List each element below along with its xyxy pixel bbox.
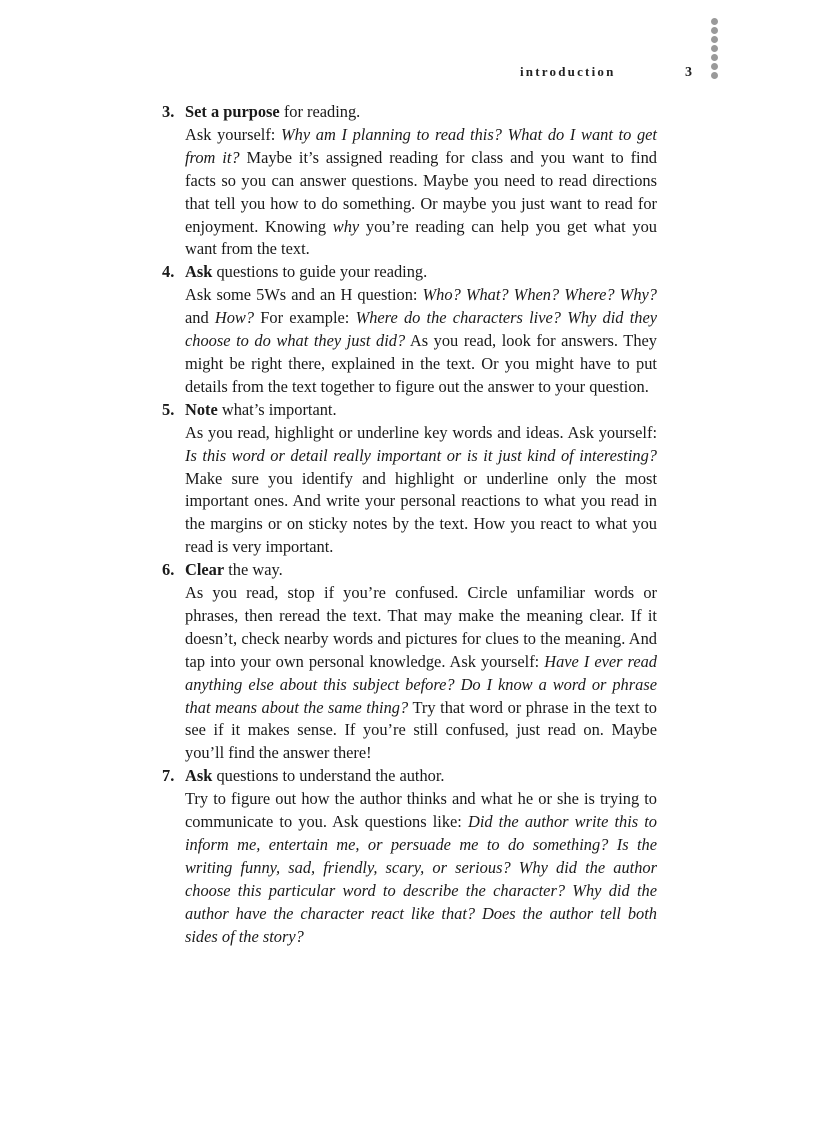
dot: [711, 18, 718, 25]
step-heading: [185, 765, 657, 788]
step-item: [162, 765, 657, 948]
step-keyword: Ask: [185, 766, 213, 786]
step-heading: [185, 101, 657, 124]
step-number: 6.: [162, 560, 175, 580]
running-header: [520, 64, 692, 84]
body-text: As you read, highlight or underline key words and ideas. Ask yourself:: [185, 422, 657, 442]
dot: [711, 63, 718, 70]
section-title: introduction: [520, 64, 616, 79]
dot: [711, 45, 718, 52]
body-text: Try to figure out how the author thinks and what he or she is trying to communicate to you. Ask questions like:: [185, 789, 657, 832]
step-number: 3.: [162, 102, 175, 121]
dot: [711, 36, 718, 43]
step-heading: [185, 261, 657, 284]
step-heading-text: the way.: [224, 560, 283, 580]
step-heading-text: questions to understand the author.: [212, 766, 445, 786]
italic-text: Where do the characters live? Why did they choose to do what they just did?: [185, 308, 657, 351]
body-text: you’re reading can help you get what you want from the text.: [185, 216, 657, 259]
step-body: [185, 788, 657, 948]
body-text: Try that word or phrase in the text to see if it makes sense. If you’re still confused, just read on. Maybe you’ll find the answer there!: [185, 697, 657, 763]
step-heading: [185, 399, 657, 422]
step-number: 5.: [162, 399, 175, 419]
step-heading-text: what’s important.: [217, 399, 337, 419]
italic-text: How?: [214, 308, 255, 328]
decorative-dots: [709, 18, 721, 79]
step-keyword: Ask: [185, 262, 213, 282]
body-text: Ask some 5Ws and an H question:: [185, 285, 423, 305]
body-text: Make sure you identify and highlight or underline only the most important ones. And write your personal reactions to what you read in the margins or on sticky notes by the text. How you react to what you read is very important.: [185, 468, 657, 557]
step-keyword: Note: [185, 399, 218, 419]
step-item: [162, 559, 657, 765]
step-body: [185, 582, 657, 765]
italic-text: Did the author write this to inform me, entertain me, or persuade me to do something? Is the writing funny, sad, friendly, scary, or serious? Why did the author choose this particular word to describe the character? Why did the author have the character react like that? Does the author tell both sides of the story?: [185, 812, 658, 946]
body-text: Maybe it’s assigned reading for class and you want to find facts so you can answer questions. Maybe you need to read directions that tell you how to do something. Or maybe you just want to read for enjoyment. Knowing: [185, 147, 657, 236]
step-number: 4.: [162, 262, 175, 282]
body-text: As you read, stop if you’re confused. Circle unfamiliar words or phrases, then reread the text. That may make the meaning clear. If it doesn’t, check nearby words and pictures for clues to the meaning. And tap into your own personal knowledge. Ask yourself:: [185, 583, 657, 671]
step-body: [185, 124, 657, 261]
body-text: Ask yourself:: [185, 124, 281, 144]
italic-text: Have I ever read anything else about this subject before? Do I know a word or phrase that means about the same thing?: [185, 651, 657, 717]
step-heading-text: for reading.: [279, 102, 361, 121]
step-keyword: Clear: [185, 560, 225, 580]
step-heading: [185, 559, 657, 582]
body-text: As you read, look for answers. They might be right there, explained in the text. Or you might have to put details from the text together to figure out the answer to your question.: [185, 331, 657, 396]
italic-text: Is this word or detail really important or is it just kind of interesting?: [185, 445, 657, 465]
step-item: [162, 399, 657, 559]
body-text: For example:: [254, 308, 356, 328]
dot: [711, 27, 718, 34]
step-body: [185, 422, 657, 559]
step-heading-text: questions to guide your reading.: [212, 262, 428, 282]
step-keyword: Set a purpose: [185, 102, 280, 121]
dot: [711, 72, 718, 79]
step-item: [162, 101, 657, 261]
reading-steps-list: [162, 101, 657, 949]
dot: [711, 54, 718, 61]
step-number: 7.: [162, 766, 175, 786]
italic-text: Why am I planning to read this? What do I want to get from it?: [185, 124, 657, 167]
step-body: [185, 284, 657, 399]
step-item: [162, 261, 657, 398]
italic-text: why: [332, 216, 360, 236]
body-text: and: [185, 308, 215, 328]
page-number: 3: [685, 65, 692, 80]
italic-text: Who? What? When? Where? Why?: [422, 285, 657, 305]
